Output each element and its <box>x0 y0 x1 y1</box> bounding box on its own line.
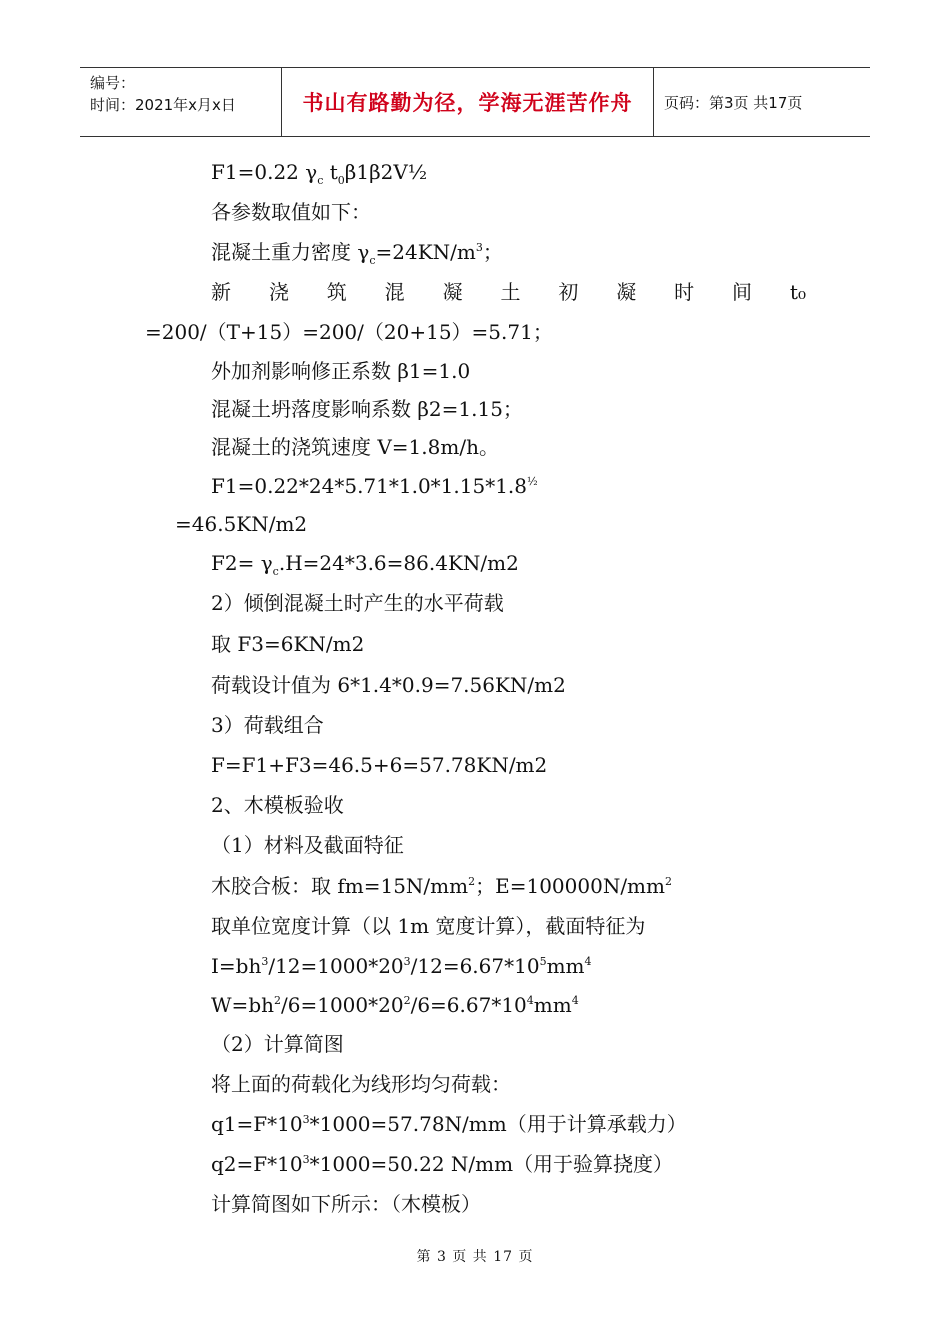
text-line: 将上面的荷载化为线形均匀荷载： <box>211 1072 511 1096</box>
header-meta <box>80 68 282 136</box>
text-line: $F2= \gamma_c.H=24*3.6=86.4KN/m2$ <box>211 551 519 578</box>
formula-w: $W=bh^2/6=1000*20^2/6=6.67*10^4mm^4$ <box>211 993 579 1017</box>
text-line: =200/（T+15）=200/（20+15）=5.71； <box>145 320 553 344</box>
text-line: 2）倾倒混凝土时产生的水平荷载 <box>211 591 504 615</box>
formula-q2: $q2=F*10^3*1000=50.22$ N/mm（用于验算挠度） <box>211 1152 674 1176</box>
text-line: 混凝土坍落度影响系数 β2=1.15； <box>211 397 523 421</box>
text-line: 计算简图如下所示：（木模板） <box>211 1192 481 1216</box>
text-line: 各参数取值如下： <box>211 200 371 224</box>
text-line: 混凝土的浇筑速度 V=1.8m/h。 <box>211 435 499 459</box>
text-line: $F1=0.22*24*5.71*1.0*1.15*1.8^{\frac{1}{2}}$ <box>211 474 538 498</box>
formula-f1: F1=0.22 $\gamma_c$ $t_0\beta 1\beta 2V\frac{1}{2}$ <box>211 160 428 187</box>
section-heading: 2、木模板验收 <box>211 793 344 817</box>
text-line: F=F1+F3=46.5+6=57.78KN/m2 <box>211 753 548 777</box>
text-line: 混凝土重力密度 $\gamma_c=24KN/m^3$； <box>211 240 503 267</box>
text-line: =46.5KN/m2 <box>175 512 308 536</box>
text-line-justified: 新 浇 筑 混 凝 土 初 凝 时 间 t₀ <box>211 280 806 304</box>
time-label: 时间：2021年x月x日 <box>90 96 236 114</box>
text-line: 木胶合板：取 $fm=15N/mm^2$；$E=100000N/mm^2$ <box>211 874 672 898</box>
text-line: 荷载设计值为 6*1.4*0.9=7.56KN/m2 <box>211 673 566 697</box>
header-page-label: 页码：第3页 共17页 <box>664 93 803 112</box>
formula-q1: $q1=F*10^3*1000=57.78N/mm$（用于计算承载力） <box>211 1112 687 1136</box>
subsection-heading: （2）计算简图 <box>211 1032 344 1056</box>
text-line: 取单位宽度计算（以 1m 宽度计算），截面特征为 <box>211 914 646 938</box>
page-footer: 第 3 页 共 17 页 <box>416 1249 534 1265</box>
subsection-heading: （1）材料及截面特征 <box>211 833 404 857</box>
page-header <box>80 67 870 137</box>
text-line: 取 F3=6KN/m2 <box>211 632 365 656</box>
number-label: 编号： <box>90 74 136 92</box>
header-motto: 书山有路勤为径，学海无涯苦作舟 <box>282 68 654 136</box>
formula-i: $I=bh^3/12=1000*20^3/12=6.67*10^5mm^4$ <box>211 954 592 978</box>
text-line: 外加剂影响修正系数 β1=1.0 <box>211 359 471 383</box>
text-line: 3）荷载组合 <box>211 713 324 737</box>
